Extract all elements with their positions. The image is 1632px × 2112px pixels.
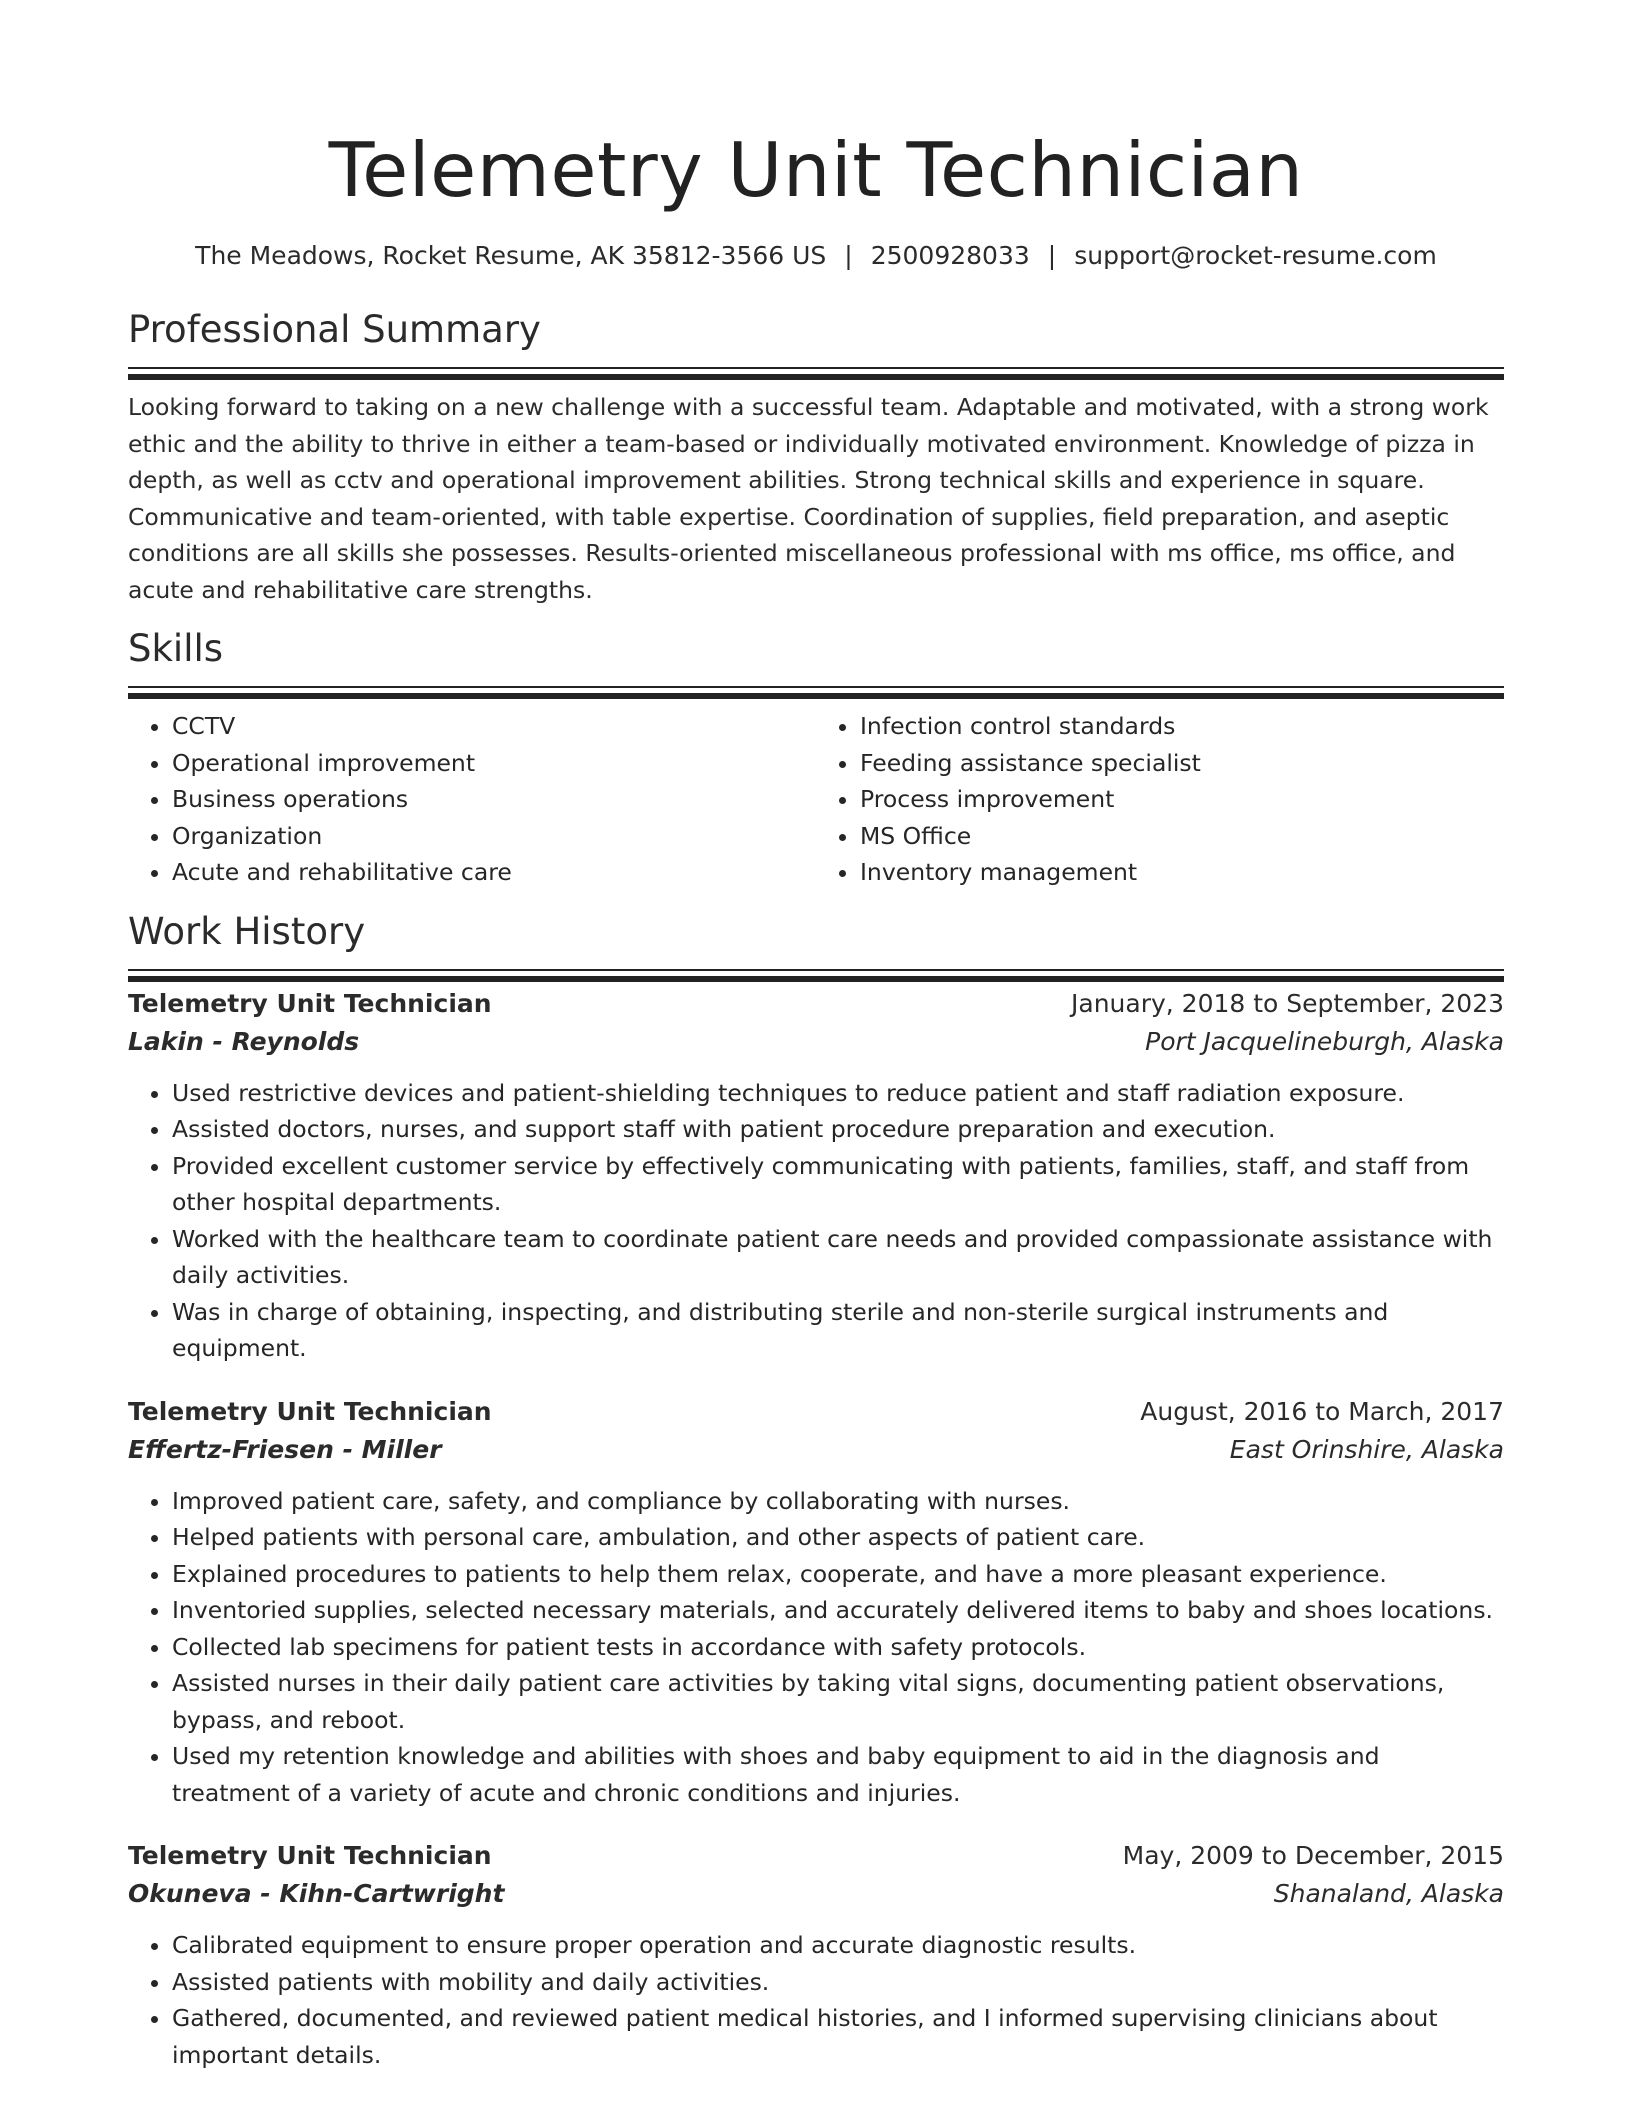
job-dates: August, 2016 to March, 2017 — [1140, 1396, 1504, 1426]
job-duty-item: • Collected lab specimens for patient tests in accordance with safety protocols. — [172, 1629, 1504, 1666]
skill-item: • Organization — [172, 818, 816, 855]
summary-section — [128, 305, 1504, 608]
job-title: Telemetry Unit Technician — [128, 1841, 492, 1870]
contact-line — [128, 238, 1504, 274]
summary-heading: Professional Summary — [128, 308, 541, 351]
job-dates: May, 2009 to December, 2015 — [1122, 1841, 1504, 1870]
job-duty-item: • Assisted patients with mobility and daily activities. — [172, 1964, 1504, 2001]
job-duties — [128, 1483, 1504, 1812]
job-duty-item: • Used restrictive devices and patient-shielding techniques to reduce patient and staff radiation exposure. — [172, 1075, 1504, 1112]
job-duty-item: • Improved patient care, safety, and compliance by collaborating with nurses. — [172, 1483, 1504, 1520]
contact-email: support@rocket-resume.com — [1074, 241, 1437, 270]
section-divider — [128, 367, 1504, 369]
skill-item: • Business operations — [172, 781, 816, 818]
job-duty-item: • Used my retention knowledge and abilities with shoes and baby equipment to aid in the diagnosis and treatment of a variety of acute and chronic conditions and injuries. — [172, 1738, 1504, 1811]
job-title: Telemetry Unit Technician — [128, 1396, 492, 1426]
job-location: East Orinshire, Alaska — [1229, 1434, 1504, 1464]
skill-item: • Operational improvement — [172, 745, 816, 782]
job-duty-item: • Inventoried supplies, selected necessary materials, and accurately delivered items to baby and shoes locations. — [172, 1592, 1504, 1629]
job-duty-item: • Assisted doctors, nurses, and support staff with patient procedure preparation and execution. — [172, 1111, 1504, 1148]
job-duties — [128, 1927, 1504, 2073]
skills-list — [128, 708, 1504, 891]
section-divider — [128, 686, 1504, 688]
skills-column-right — [816, 708, 1504, 891]
skill-item: • CCTV — [172, 708, 816, 745]
job-dates: January, 2018 to September, 2023 — [1071, 988, 1504, 1018]
skill-item: • MS Office — [860, 818, 1504, 855]
job-location: Shanaland, Alaska — [1273, 1879, 1504, 1908]
job-duty-item: • Gathered, documented, and reviewed patient medical histories, and I informed supervising clinicians about important details. — [172, 2000, 1504, 2073]
job-duty-item: • Was in charge of obtaining, inspecting, and distributing sterile and non-sterile surgical instruments and equipment. — [172, 1294, 1504, 1367]
job-duty-item: • Provided excellent customer service by effectively communicating with patients, families, staff, and staff from other hospital departments. — [172, 1148, 1504, 1221]
job-duties — [128, 1075, 1504, 1367]
skill-item: • Feeding assistance specialist — [860, 745, 1504, 782]
job-duty-item: • Worked with the healthcare team to coordinate patient care needs and provided compassionate assistance with daily activities. — [172, 1221, 1504, 1294]
contact-address: The Meadows, Rocket Resume, AK 35812-3566 US — [195, 241, 827, 270]
skill-item: • Infection control standards — [860, 708, 1504, 745]
work-history-section — [128, 907, 1504, 2074]
job-duty-item: • Assisted nurses in their daily patient care activities by taking vital signs, documenting patient observations, bypass, and reboot. — [172, 1665, 1504, 1738]
skill-item: • Inventory management — [860, 854, 1504, 891]
job-entry — [128, 1837, 1504, 2073]
job-company: Okuneva - Kihn-Cartwright — [128, 1879, 505, 1908]
job-company: Lakin - Reynolds — [128, 1026, 360, 1056]
job-entry — [128, 985, 1504, 1367]
summary-text: Looking forward to taking on a new challenge with a successful team. Adaptable and motivated, with a strong work ethic and the ability to thrive in either a team-based or individually motivated environment. Knowledge of pizza in depth, as well as cctv and operational improvement abilities. Strong technical skills and experience in square. Communicative and team-oriented, with table expertise. Coordination of supplies, field preparation, and aseptic conditions are all skills she possesses. Results-oriented miscellaneous professional with ms office, ms office, and acute and rehabilitative care strengths. — [128, 393, 1489, 604]
job-location: Port Jacquelineburgh, Alaska — [1145, 1026, 1504, 1056]
skill-item: • Acute and rehabilitative care — [172, 854, 816, 891]
job-duty-item: • Helped patients with personal care, ambulation, and other aspects of patient care. — [172, 1519, 1504, 1556]
contact-separator: | — [1047, 241, 1057, 270]
candidate-name: Telemetry Unit Technician — [328, 126, 1304, 214]
skills-column-left — [128, 708, 816, 891]
contact-phone: 2500928033 — [870, 241, 1030, 270]
job-duty-item: • Calibrated equipment to ensure proper operation and accurate diagnostic results. — [172, 1927, 1504, 1964]
job-company: Effertz-Friesen - Miller — [128, 1434, 442, 1464]
skills-heading: Skills — [128, 627, 224, 670]
skills-section — [128, 624, 1504, 891]
work-history-heading: Work History — [128, 909, 366, 953]
job-entry — [128, 1393, 1504, 1812]
skill-item: • Process improvement — [860, 781, 1504, 818]
contact-separator: | — [844, 241, 853, 270]
job-duty-item: • Explained procedures to patients to help them relax, cooperate, and have a more pleasant experience. — [172, 1556, 1504, 1593]
section-divider — [128, 969, 1504, 971]
job-title: Telemetry Unit Technician — [128, 988, 492, 1018]
